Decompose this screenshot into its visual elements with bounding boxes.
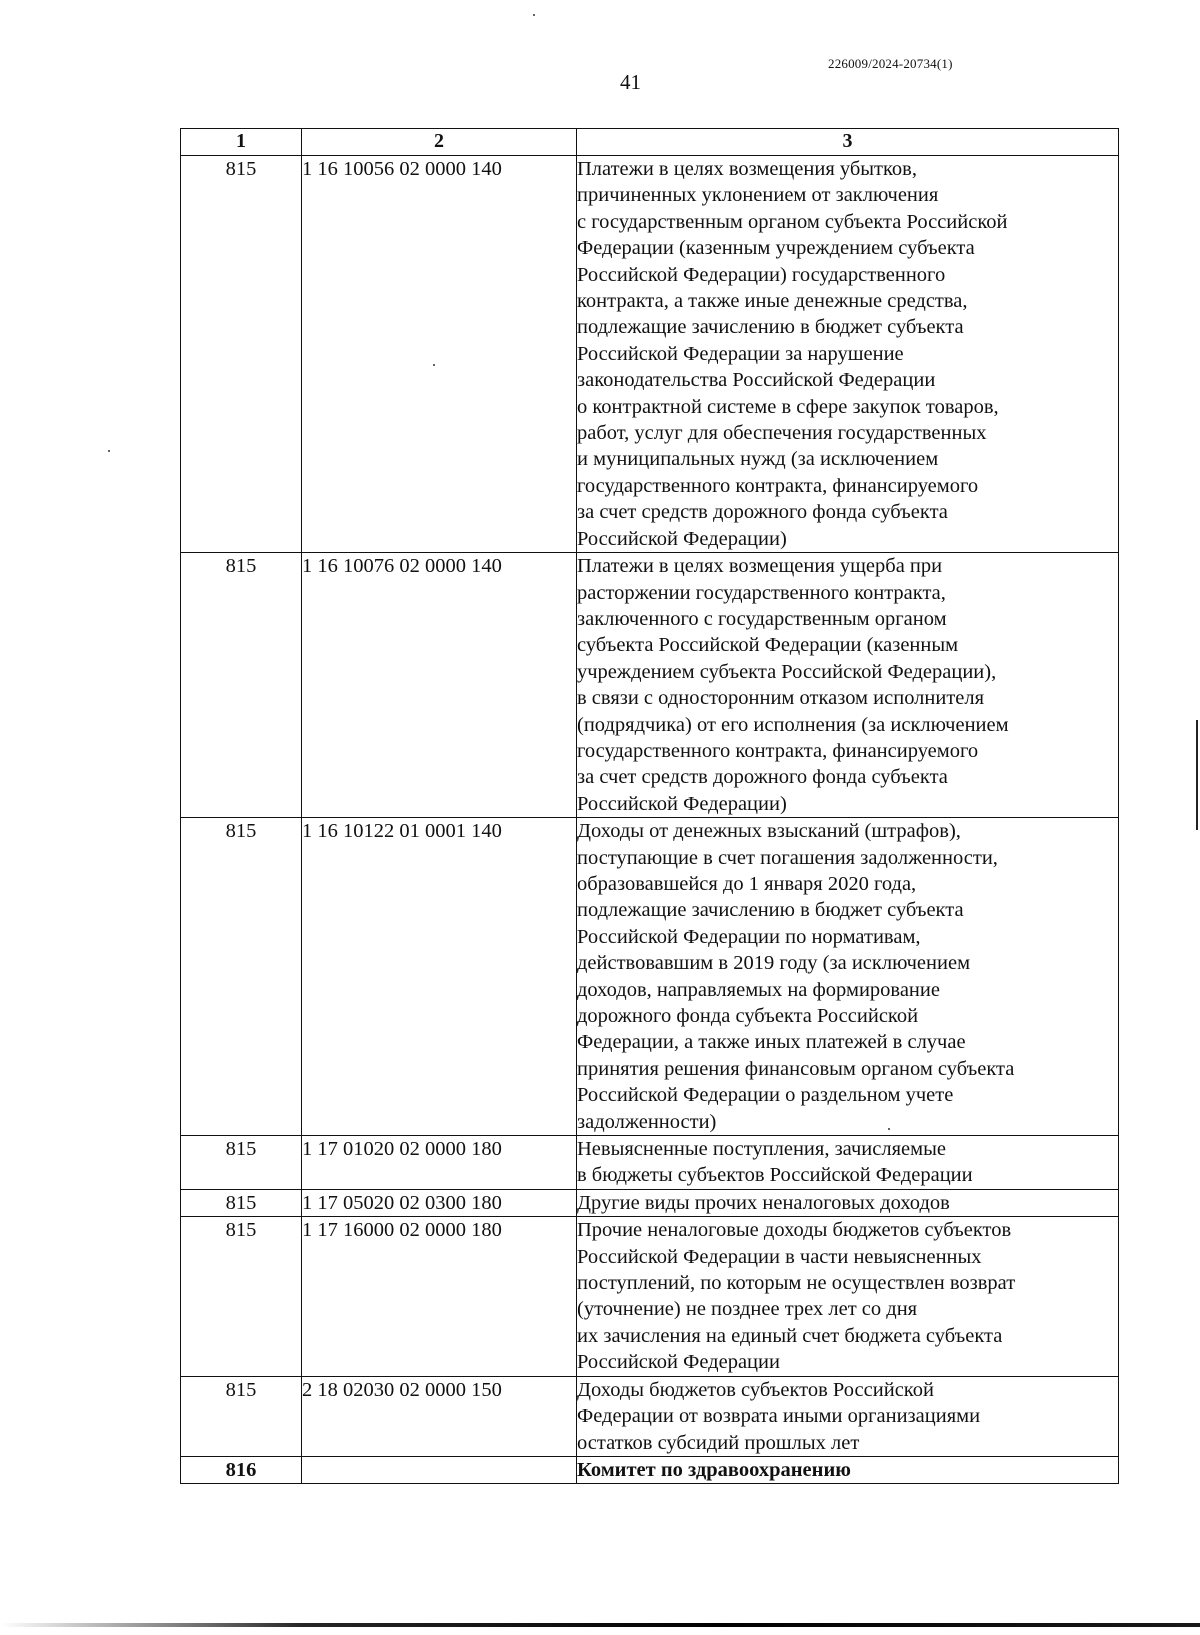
table-row: [181, 553, 1119, 818]
table-row: [181, 818, 1119, 1136]
column-header-2: 2: [302, 129, 577, 156]
description-line: Российской Федерации за нарушение: [577, 342, 904, 365]
description-line: субъекта Российской Федерации (казенным: [577, 634, 959, 657]
budget-classification-code-cell: 2 18 02030 02 0000 150: [302, 1376, 577, 1456]
admin-code-cell: 815: [181, 818, 302, 1136]
description-line: Доходы от денежных взысканий (штрафов),: [577, 820, 961, 843]
description-line: Комитет по здравоохранению: [577, 1458, 851, 1481]
description-cell: [577, 1189, 1119, 1216]
scan-speck: [533, 14, 535, 16]
description-line: причиненных уклонением от заключения: [577, 184, 939, 207]
description-line: дорожного фонда субъекта Российской: [577, 1005, 919, 1027]
table-row: [181, 1456, 1119, 1483]
description-line: за счет средств дорожного фонда субъекта: [577, 766, 948, 789]
table-row: [181, 1136, 1119, 1190]
description-line: образовавшейся до 1 января 2020 года,: [577, 872, 917, 895]
description-line: Российской Федерации по нормативам,: [577, 925, 921, 948]
description-line: поступающие в счет погашения задолженности,: [577, 846, 998, 869]
document-id: 226009/2024-20734(1): [828, 56, 953, 71]
description-cell: [577, 553, 1119, 818]
admin-code-cell: 815: [181, 553, 302, 818]
description-line: Платежи в целях возмещения ущерба при: [577, 555, 943, 578]
description-line: с государственным органом субъекта Российской: [577, 210, 1008, 233]
description-line: в бюджеты субъектов Российской Федерации: [577, 1164, 973, 1187]
admin-code-cell: 815: [181, 1136, 302, 1190]
description-line: (подрядчика) от его исполнения (за исключением: [577, 713, 1009, 736]
description-line: (уточнение) не позднее трех лет со дня: [577, 1298, 918, 1321]
budget-classification-code-cell: 1 17 05020 02 0300 180: [302, 1189, 577, 1216]
description-line: Прочие неналоговые доходы бюджетов субъектов: [577, 1219, 1012, 1242]
column-header-1: 1: [181, 129, 302, 156]
scan-bottom-bar: [0, 1623, 1200, 1627]
table-row: [181, 1376, 1119, 1456]
budget-classification-code-cell: 1 16 10056 02 0000 140: [302, 156, 577, 553]
admin-code-cell: 815: [181, 156, 302, 553]
description-line: подлежащие зачислению в бюджет субъекта: [577, 899, 964, 922]
description-line: в связи с односторонним отказом исполнителя: [577, 687, 985, 710]
description-line: и муниципальных нужд (за исключением: [577, 448, 939, 471]
description-cell: [577, 156, 1119, 553]
description-line: Федерации, а также иных платежей в случае: [577, 1031, 966, 1054]
scan-speck: [108, 450, 110, 452]
description-line: законодательства Российской Федерации: [577, 369, 936, 392]
description-line: Российской Федерации) государственного: [577, 263, 946, 286]
description-line: подлежащие зачислению в бюджет субъекта: [577, 316, 964, 339]
budget-classification-code-cell: 1 16 10076 02 0000 140: [302, 553, 577, 818]
table-header-row: [181, 129, 1119, 156]
description-line: государственного контракта, финансируемого: [577, 474, 979, 497]
description-cell: [577, 1217, 1119, 1376]
budget-classification-code-cell: 1 16 10122 01 0001 140: [302, 818, 577, 1136]
description-cell: [577, 818, 1119, 1136]
description-line: Федерации (казенным учреждением субъекта: [577, 237, 975, 260]
description-line: учреждением субъекта Российской Федерации),: [577, 660, 997, 683]
description-line: заключенного с государственным органом: [577, 607, 947, 630]
description-line: доходов, направляемых на формирование: [577, 978, 940, 1001]
description-line: остатков субсидий прошлых лет: [577, 1431, 860, 1454]
description-line: их зачисления на единый счет бюджета субъекта: [577, 1324, 1003, 1347]
description-line: расторжении государственного контракта,: [577, 581, 946, 604]
description-line: Доходы бюджетов субъектов Российской: [577, 1378, 934, 1401]
description-line: Российской Федерации в части невыясненных: [577, 1245, 982, 1268]
description-line: Российской Федерации): [577, 527, 787, 550]
table-row: [181, 1217, 1119, 1376]
budget-classification-code-cell: [302, 1456, 577, 1483]
description-line: поступлений, по которым не осуществлен возврат: [577, 1272, 1016, 1295]
description-line: действовавшим в 2019 году (за исключением: [577, 952, 971, 975]
table-row: [181, 1189, 1119, 1216]
description-line: принятия решения финансовым органом субъекта: [577, 1057, 1015, 1080]
description-cell: [577, 1136, 1119, 1190]
description-line: Федерации от возврата иными организациями: [577, 1405, 981, 1428]
admin-code-cell: 815: [181, 1217, 302, 1376]
page-number: 41: [620, 70, 641, 94]
description-line: Российской Федерации: [577, 1351, 780, 1374]
budget-classification-code-cell: 1 17 01020 02 0000 180: [302, 1136, 577, 1190]
column-header-3: 3: [577, 129, 1119, 156]
description-line: Другие виды прочих неналоговых доходов: [577, 1191, 950, 1214]
admin-code-cell: 815: [181, 1189, 302, 1216]
description-line: контракта, а также иные денежные средства,: [577, 290, 968, 313]
description-line: задолженности): [577, 1110, 717, 1133]
admin-code-cell: 816: [181, 1456, 302, 1483]
table-row: [181, 156, 1119, 553]
description-cell: [577, 1376, 1119, 1456]
description-line: за счет средств дорожного фонда субъекта: [577, 501, 948, 524]
budget-classification-code-cell: 1 17 16000 02 0000 180: [302, 1217, 577, 1376]
budget-codes-table: [180, 128, 1119, 1484]
scan-edge-mark: [1196, 720, 1198, 830]
description-line: Платежи в целях возмещения убытков,: [577, 158, 917, 180]
description-line: Российской Федерации): [577, 792, 787, 815]
description-line: Невыясненные поступления, зачисляемые: [577, 1138, 946, 1161]
description-line: о контрактной системе в сфере закупок товаров,: [577, 395, 999, 418]
description-line: государственного контракта, финансируемого: [577, 739, 979, 762]
table-body: [181, 156, 1119, 1484]
description-cell: [577, 1456, 1119, 1483]
admin-code-cell: 815: [181, 1376, 302, 1456]
description-line: работ, услуг для обеспечения государственных: [577, 422, 987, 445]
description-line: Российской Федерации о раздельном учете: [577, 1084, 954, 1107]
